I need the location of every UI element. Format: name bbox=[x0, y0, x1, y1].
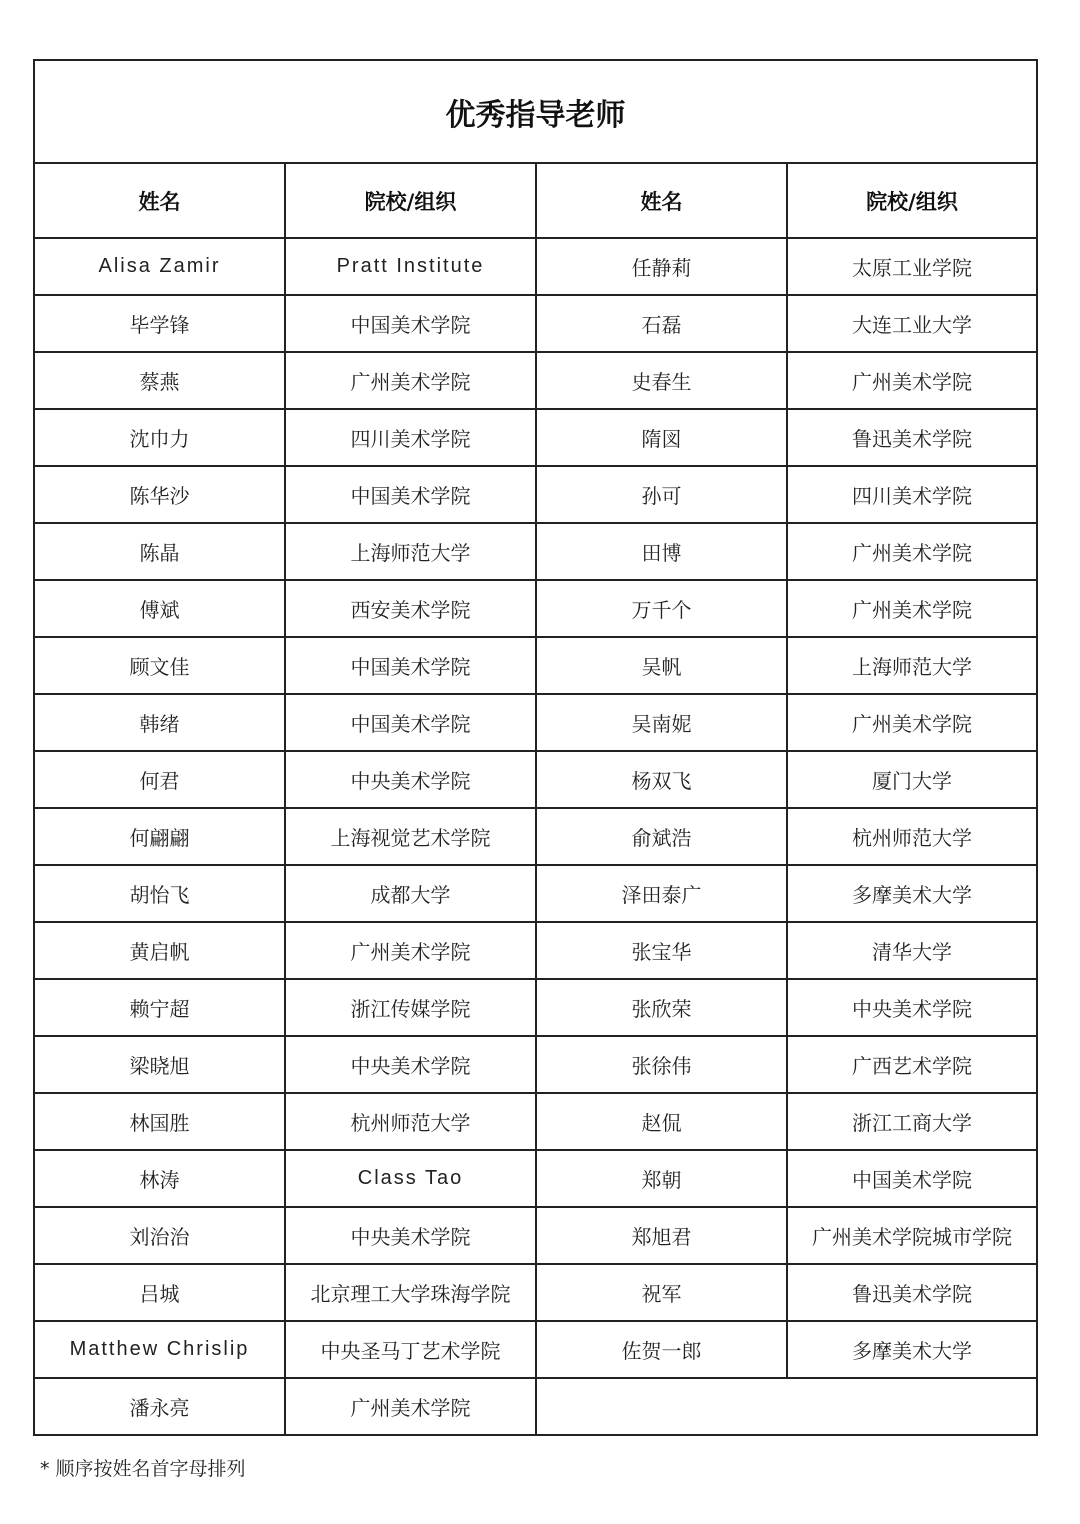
cell-school-left: 浙江传媒学院 bbox=[285, 979, 536, 1036]
cell-name-left: 陈晶 bbox=[34, 523, 285, 580]
table-row bbox=[34, 1093, 1037, 1150]
cell-school-left: 中国美术学院 bbox=[285, 295, 536, 352]
cell-school-left: 中国美术学院 bbox=[285, 466, 536, 523]
cell-name-right: 田博 bbox=[536, 523, 787, 580]
cell-name-left: 林国胜 bbox=[34, 1093, 285, 1150]
cell-school-left: 中央圣马丁艺术学院 bbox=[285, 1321, 536, 1378]
cell-school-left: Class Tao bbox=[285, 1150, 536, 1207]
cell-name-right: 万千个 bbox=[536, 580, 787, 637]
cell-name-right: 史春生 bbox=[536, 352, 787, 409]
cell-name-right: 石磊 bbox=[536, 295, 787, 352]
cell-name-left: 林涛 bbox=[34, 1150, 285, 1207]
table-row bbox=[34, 808, 1037, 865]
table-row bbox=[34, 295, 1037, 352]
cell-name-left: 傅斌 bbox=[34, 580, 285, 637]
cell-school-right: 太原工业学院 bbox=[787, 238, 1037, 295]
cell-name-left: 韩绪 bbox=[34, 694, 285, 751]
cell-school-right: 中央美术学院 bbox=[787, 979, 1037, 1036]
cell-school-left: 广州美术学院 bbox=[285, 1378, 536, 1435]
cell-name-left: 刘治治 bbox=[34, 1207, 285, 1264]
cell-school-right: 广州美术学院 bbox=[787, 523, 1037, 580]
table-row bbox=[34, 1321, 1037, 1378]
cell-name-left: 顾文佳 bbox=[34, 637, 285, 694]
table-row bbox=[34, 580, 1037, 637]
cell-school-right: 多摩美术大学 bbox=[787, 1321, 1037, 1378]
cell-school-left: Pratt Institute bbox=[285, 238, 536, 295]
cell-school-left: 四川美术学院 bbox=[285, 409, 536, 466]
table-row bbox=[34, 922, 1037, 979]
cell-school-right: 上海师范大学 bbox=[787, 637, 1037, 694]
cell-school-right: 大连工业大学 bbox=[787, 295, 1037, 352]
cell-name-left: 胡怡飞 bbox=[34, 865, 285, 922]
cell-school-right: 广州美术学院 bbox=[787, 580, 1037, 637]
cell-school-right: 多摩美术大学 bbox=[787, 865, 1037, 922]
cell-school-left: 广州美术学院 bbox=[285, 922, 536, 979]
cell-name-left: 沈巾力 bbox=[34, 409, 285, 466]
cell-name-left: 陈华沙 bbox=[34, 466, 285, 523]
cell-name-right: 泽田泰广 bbox=[536, 865, 787, 922]
table-row bbox=[34, 979, 1037, 1036]
cell-school-right: 四川美术学院 bbox=[787, 466, 1037, 523]
cell-school-right: 清华大学 bbox=[787, 922, 1037, 979]
cell-name-right: 杨双飞 bbox=[536, 751, 787, 808]
cell-name-left: 何翩翩 bbox=[34, 808, 285, 865]
cell-school-right: 广州美术学院 bbox=[787, 352, 1037, 409]
cell-school-left: 广州美术学院 bbox=[285, 352, 536, 409]
cell-name-left: 吕城 bbox=[34, 1264, 285, 1321]
honor-table-container bbox=[33, 59, 1036, 1436]
table-row bbox=[34, 694, 1037, 751]
cell-name-left: 蔡燕 bbox=[34, 352, 285, 409]
table-row bbox=[34, 238, 1037, 295]
cell-name-left: Alisa Zamir bbox=[34, 238, 285, 295]
cell-name-left: 黄启帆 bbox=[34, 922, 285, 979]
header-row bbox=[34, 163, 1037, 238]
cell-school-left: 中央美术学院 bbox=[285, 1036, 536, 1093]
cell-name-left: Matthew Chrislip bbox=[34, 1321, 285, 1378]
table-row bbox=[34, 637, 1037, 694]
header-school-left: 院校/组织 bbox=[285, 163, 536, 238]
table-row bbox=[34, 1150, 1037, 1207]
table-row bbox=[34, 352, 1037, 409]
cell-school-right: 鲁迅美术学院 bbox=[787, 409, 1037, 466]
cell-name-right: 孙可 bbox=[536, 466, 787, 523]
table-row bbox=[34, 1378, 1037, 1435]
cell-school-right: 杭州师范大学 bbox=[787, 808, 1037, 865]
cell-school-left: 杭州师范大学 bbox=[285, 1093, 536, 1150]
cell-name-right: 郑朝 bbox=[536, 1150, 787, 1207]
cell-name-right: 张欣荣 bbox=[536, 979, 787, 1036]
cell-school-right: 浙江工商大学 bbox=[787, 1093, 1037, 1150]
table-title: 优秀指导老师 bbox=[34, 60, 1037, 163]
cell-name-right: 张徐伟 bbox=[536, 1036, 787, 1093]
cell-name-right: 隋図 bbox=[536, 409, 787, 466]
table-row bbox=[34, 1036, 1037, 1093]
cell-name-left: 毕学锋 bbox=[34, 295, 285, 352]
table-row bbox=[34, 523, 1037, 580]
table-row bbox=[34, 865, 1037, 922]
cell-school-left: 西安美术学院 bbox=[285, 580, 536, 637]
cell-school-left: 中央美术学院 bbox=[285, 751, 536, 808]
cell-name-right: 吴帆 bbox=[536, 637, 787, 694]
table-row bbox=[34, 1264, 1037, 1321]
cell-school-right: 厦门大学 bbox=[787, 751, 1037, 808]
header-name-left: 姓名 bbox=[34, 163, 285, 238]
cell-school-right: 中国美术学院 bbox=[787, 1150, 1037, 1207]
cell-name-right: 郑旭君 bbox=[536, 1207, 787, 1264]
cell-school-left: 上海视觉艺术学院 bbox=[285, 808, 536, 865]
cell-name-right: 俞斌浩 bbox=[536, 808, 787, 865]
cell-school-left: 中国美术学院 bbox=[285, 637, 536, 694]
cell-name-left: 潘永亮 bbox=[34, 1378, 285, 1435]
cell-name-left: 赖宁超 bbox=[34, 979, 285, 1036]
honor-table bbox=[33, 59, 1038, 1436]
header-name-right: 姓名 bbox=[536, 163, 787, 238]
cell-school-left: 上海师范大学 bbox=[285, 523, 536, 580]
cell-name-right: 赵侃 bbox=[536, 1093, 787, 1150]
table-row bbox=[34, 1207, 1037, 1264]
cell-school-right: 广西艺术学院 bbox=[787, 1036, 1037, 1093]
footnote: * 顺序按姓名首字母排列 bbox=[40, 1458, 246, 1480]
header-school-right: 院校/组织 bbox=[787, 163, 1037, 238]
cell-name-right: 任静莉 bbox=[536, 238, 787, 295]
cell-name-right: 佐贺一郎 bbox=[536, 1321, 787, 1378]
table-row bbox=[34, 466, 1037, 523]
cell-school-left: 中国美术学院 bbox=[285, 694, 536, 751]
cell-name-right: 吴南妮 bbox=[536, 694, 787, 751]
cell-school-right: 广州美术学院 bbox=[787, 694, 1037, 751]
cell-name-right: 张宝华 bbox=[536, 922, 787, 979]
cell-name-left: 梁晓旭 bbox=[34, 1036, 285, 1093]
cell-name-right: 祝军 bbox=[536, 1264, 787, 1321]
cell-name-left: 何君 bbox=[34, 751, 285, 808]
cell-school-left: 中央美术学院 bbox=[285, 1207, 536, 1264]
empty-cell bbox=[536, 1378, 1037, 1435]
cell-school-right: 鲁迅美术学院 bbox=[787, 1264, 1037, 1321]
cell-school-left: 北京理工大学珠海学院 bbox=[285, 1264, 536, 1321]
table-row bbox=[34, 409, 1037, 466]
cell-school-left: 成都大学 bbox=[285, 865, 536, 922]
table-row bbox=[34, 751, 1037, 808]
cell-school-right: 广州美术学院城市学院 bbox=[787, 1207, 1037, 1264]
